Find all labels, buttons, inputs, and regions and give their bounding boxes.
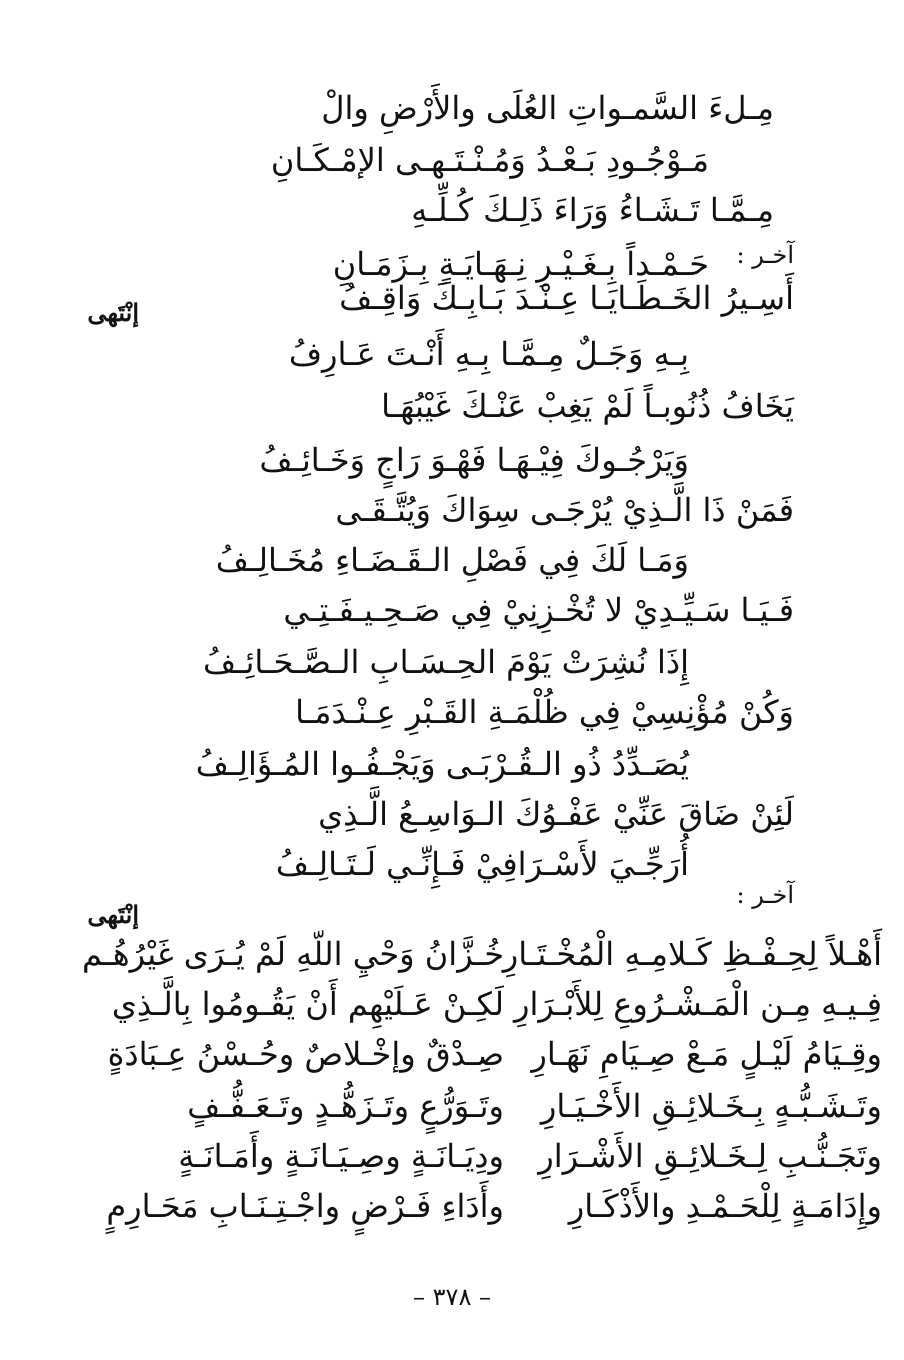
ended-marker-2: إنْتَهى: [87, 900, 139, 929]
poem-c-1-right: خُـزَّانُ وَحْيِ اللّهِ لَمْ يُـرَى غَيْرُهُـم: [82, 935, 504, 973]
poem-b-line-3: يَخَافُ ذُنُوبـاً لَمْ يَغِبْ عَنْـكَ غَيْبُهَـا: [381, 387, 794, 425]
poem-b-line-9: وَكُنْ مُؤْنِسِيْ فِي ظُلْمَـةِ القَـبْرِ عِـنْـدَمَـا: [295, 693, 794, 731]
poem-a-line-4: حَـمْـداً بِـغَـيْـرِ نِـهَـايَـةٍ بِـزَمَـانِ: [332, 245, 709, 283]
poem-c-4-left: وتَـشَـبُّـهٍ بِـخَـلائِـقِ الأَخْـيَـارِ: [540, 1087, 882, 1125]
poem-b-line-2: بِـهِ وَجَـلٌ مِـمَّـا بِـهِ أَنْـتَ عَـارِفُ: [288, 335, 689, 373]
label-other-2: آخـر :: [736, 881, 794, 909]
poem-b-line-8: إِذَا نُشِرَتْ يَوْمَ الحِـسَـابِ الـصَّـحَـائِـفُ: [203, 643, 689, 681]
poem-c-5-left: وتَجَـنُّـبِ لِـخَـلائِـقِ الأَشْـرَارِ: [538, 1137, 882, 1175]
poem-c-6-left: وإِدَامَـةٍ لِلْحَـمْـدِ والأَذْكَـارِ: [568, 1187, 882, 1225]
poem-c-4-right: وتَـوَرُّعٍ وتَـزَهُّـدٍ وتَـعَـفُّـفٍ: [187, 1087, 504, 1125]
poem-c-6-right: وأَدَاءِ فَـرْضٍ واجْـتِـنَـابِ مَحَـارِمٍ: [106, 1187, 504, 1225]
poem-b-line-11: لَئِنْ ضَاقَ عَنِّيْ عَفْـوُكَ الـوَاسِـعُ الَّـذِي: [318, 795, 794, 833]
poem-c-2-right: لَكِـنْ عَـلَيْهِم أَنْ يَقُـومُوا بِالَّـذِي: [111, 985, 504, 1023]
poem-c-1-left: أَهْـلاً لِحِـفْـظِ كَـلامِـهِ الْمُخْـتَـارِ: [502, 935, 882, 973]
poem-a-line-2: مَـوْجُـودِ بَـعْـدُ وَمُـنْـتَـهـى الإمْـكَـانِ: [270, 141, 709, 179]
poem-b-line-6: وَمَـا لَكَ فِي فَصْلِ الـقَـضَـاءِ مُخَـالِـفُ: [215, 541, 689, 579]
label-other-1: آخـر :: [736, 241, 794, 269]
poem-c-2-left: فِـيـهِ مِـن الْمَـشْـرُوعِ لِلأَبْـرَارِ: [513, 985, 882, 1023]
poem-b-line-5: فَمَنْ ذَا الَّـذِيْ يُرْجَـى سِوَاكَ وَيُتَّـقَـى: [335, 491, 794, 529]
page-number: – ٣٧٨ –: [413, 1283, 491, 1311]
poem-a-line-3: مِـمَّـا تَـشَـاءُ وَرَاءَ ذَلِـكَ كُـلِّـهِ: [411, 191, 774, 229]
poem-c-3-left: وقِـيَامُ لَيْـلٍ مَـعْ صِـيَامِ نَهَـارِ: [531, 1035, 882, 1073]
poem-b-line-12: أُرَجِّـيَ لأَسْـرَافِيْ فَـإِنِّـي لَـتَـالِـفُ: [275, 845, 689, 883]
poem-a-line-1: مِـلءَ السَّمـواتِ العُلَى والأَرْضِ والْ: [321, 89, 774, 127]
ended-marker-1: إنْتَهى: [87, 298, 139, 327]
poem-b-line-1: أَسِـيرُ الخَـطَـايَـا عِـنْـدَ بَـابِـكَ وَاقِـفُ: [339, 279, 794, 317]
poem-b-line-4: وَيَرْجُـوكَ فِيْـهَـا فَهْـوَ رَاجٍ وَخَـائِـفُ: [259, 441, 689, 479]
poem-b-line-7: فَـيَـا سَـيِّـدِيْ لا تُخْـزِنِيْ فِي صَـحِـيـفَـتِـي: [283, 591, 794, 629]
poem-c-5-right: ودِيَـانَـةٍ وصِـيَـانَـةٍ وأَمَـانَـةٍ: [178, 1137, 504, 1175]
poem-c-3-right: صِـدْقٌ وإخْـلاصٌ وحُـسْنُ عِـبَادَةٍ: [107, 1035, 504, 1073]
poem-b-line-10: يُصَـدِّدُ ذُو الـقُـرْبَـى وَيَجْـفُـوا المُـؤَالِـفُ: [195, 745, 689, 783]
